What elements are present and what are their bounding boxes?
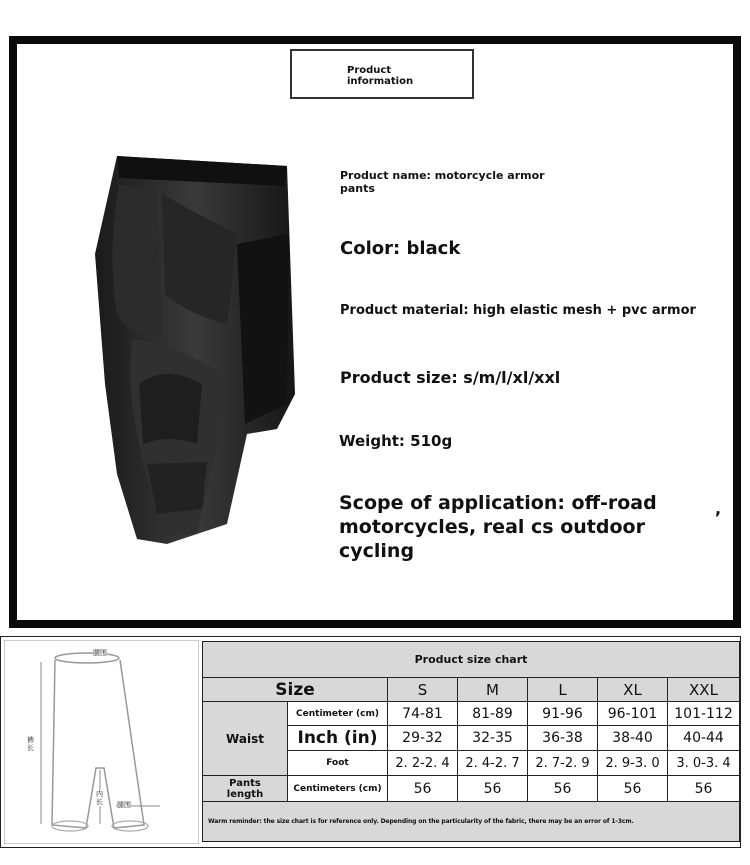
product-information-badge (290, 49, 474, 99)
size-header: Size (203, 678, 388, 702)
pants-length-label (203, 776, 288, 802)
scope-line-3: cycling (339, 540, 415, 562)
product-scope (339, 491, 657, 563)
waist-ft-xxl: 3. 0-3. 4 (668, 751, 740, 776)
pants-length-line-1: Pants (229, 777, 261, 789)
length-label: 裤长 (27, 736, 34, 752)
waist-cm-xxl: 101-112 (668, 702, 740, 726)
waist-in-s: 29-32 (388, 726, 458, 751)
product-material: Product material: high elastic mesh + pvc armor (340, 303, 696, 318)
length-l: 56 (528, 776, 598, 802)
product-name (340, 169, 545, 195)
size-s: S (388, 678, 458, 702)
waist-ft-s: 2. 2-2. 4 (388, 751, 458, 776)
leg-label: 腿围 (117, 801, 131, 809)
size-m: M (458, 678, 528, 702)
size-chart-title: Product size chart (203, 642, 740, 678)
product-info-panel (9, 36, 741, 628)
product-name-line-1: Product name: motorcycle armor (340, 169, 545, 182)
size-xxl: XXL (668, 678, 740, 702)
inch-label: Inch (in) (288, 726, 388, 751)
scope-comma: , (715, 499, 722, 518)
waist-in-l: 36-38 (528, 726, 598, 751)
waist-row-label: Waist (203, 702, 288, 776)
inseam-label: 内长 (96, 790, 103, 806)
product-name-line-2: pants (340, 182, 375, 195)
waist-ft-l: 2. 7-2. 9 (528, 751, 598, 776)
centimeter-label: Centimeter (cm) (288, 702, 388, 726)
waist-ft-m: 2. 4-2. 7 (458, 751, 528, 776)
waist-cm-s: 74-81 (388, 702, 458, 726)
pants-measure-diagram (4, 640, 199, 844)
armor-pants-image (77, 144, 297, 604)
waist-in-xxl: 40-44 (668, 726, 740, 751)
waist-cm-l: 91-96 (528, 702, 598, 726)
length-m: 56 (458, 776, 528, 802)
product-color: Color: black (340, 238, 461, 259)
waist-ft-xl: 2. 9-3. 0 (598, 751, 668, 776)
length-xl: 56 (598, 776, 668, 802)
waist-in-xl: 38-40 (598, 726, 668, 751)
waist-in-m: 32-35 (458, 726, 528, 751)
size-l: L (528, 678, 598, 702)
size-xl: XL (598, 678, 668, 702)
waist-cm-xl: 96-101 (598, 702, 668, 726)
scope-line-1: Scope of application: off-road (339, 492, 657, 514)
badge-line-2: information (347, 76, 414, 87)
size-chart-table (202, 641, 740, 842)
waist-label: 腰围 (93, 649, 107, 657)
length-xxl: 56 (668, 776, 740, 802)
waist-cm-m: 81-89 (458, 702, 528, 726)
product-size: Product size: s/m/l/xl/xxl (340, 368, 561, 387)
centimeters-label: Centimeters (cm) (288, 776, 388, 802)
badge-line-1: Product (347, 65, 392, 76)
product-weight: Weight: 510g (339, 432, 453, 450)
size-chart-panel (0, 636, 741, 848)
pants-length-line-2: length (226, 788, 264, 800)
warm-reminder-note: Warm reminder: the size chart is for reference only. Depending on the particularity of the fabric, there may be an error of 1-3cm. (208, 818, 634, 825)
scope-line-2: motorcycles, real cs outdoor (339, 516, 645, 538)
length-s: 56 (388, 776, 458, 802)
foot-label: Foot (288, 751, 388, 776)
